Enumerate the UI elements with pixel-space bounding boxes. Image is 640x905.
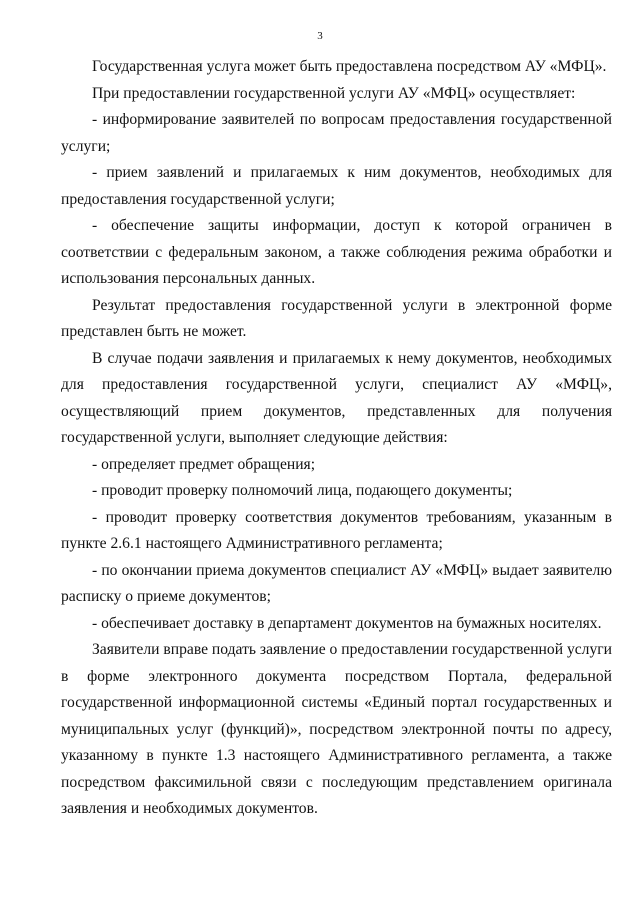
list-item-paper-delivery: - обеспечивает доставку в департамент документов на бумажных носителях. bbox=[92, 614, 602, 632]
list-item-subject-determination: - определяет предмет обращения; bbox=[92, 455, 316, 473]
paragraph-service-via-mfc: Государственная услуга может быть предоставлена посредством АУ «МФЦ». bbox=[92, 58, 607, 75]
document-body bbox=[61, 54, 612, 823]
page-number: 3 bbox=[317, 30, 323, 42]
list-item-accepting-applications: - прием заявлений и прилагаемых к ним документов, необходимых для предоставления государственной услуги; bbox=[61, 164, 612, 208]
paragraph-electronic-result: Результат предоставления государственной услуги в электронной форме представлен быть не может. bbox=[61, 296, 612, 340]
list-item-authority-check: - проводит проверку полномочий лица, подающего документы; bbox=[92, 482, 513, 499]
list-item-receipt-issuance: - по окончании приема документов специалист АУ «МФЦ» выдает заявителю расписку о приеме документов; bbox=[61, 561, 612, 605]
list-item-requirements-check: - проводит проверку соответствия документов требованиям, указанным в пункте 2.6.1 настоящего Административного регламента; bbox=[61, 508, 612, 552]
paragraph-mfc-performs: При предоставлении государственной услуги АУ «МФЦ» осуществляет: bbox=[92, 84, 576, 102]
list-item-informing: - информирование заявителей по вопросам предоставления государственной услуги; bbox=[61, 111, 612, 155]
list-item-data-protection: - обеспечение защиты информации, доступ к которой ограничен в соответствии с федеральным законом, а также соблюдения режима обработки и использования персональных данных. bbox=[61, 217, 612, 287]
paragraph-electronic-submission: Заявители вправе подать заявление о предоставлении государственной услуги в форме электронного документа посредством Портала, федеральной государственной информационной системы «Единый портал государственных и муниципальных услуг (функций)», посредством электронной почты по адресу, указанному в пункте 1.3 настоящего Административного регламента, а также посредством факсимильной связи с последующим представлением оригинала заявления и необходимых документов. bbox=[61, 641, 612, 817]
paragraph-specialist-actions: В случае подачи заявления и прилагаемых к нему документов, необходимых для предоставления государственной услуги, специалист АУ «МФЦ», осуществляющий прием документов, представленных для получения государственной услуги, выполняет следующие действия: bbox=[61, 349, 612, 446]
